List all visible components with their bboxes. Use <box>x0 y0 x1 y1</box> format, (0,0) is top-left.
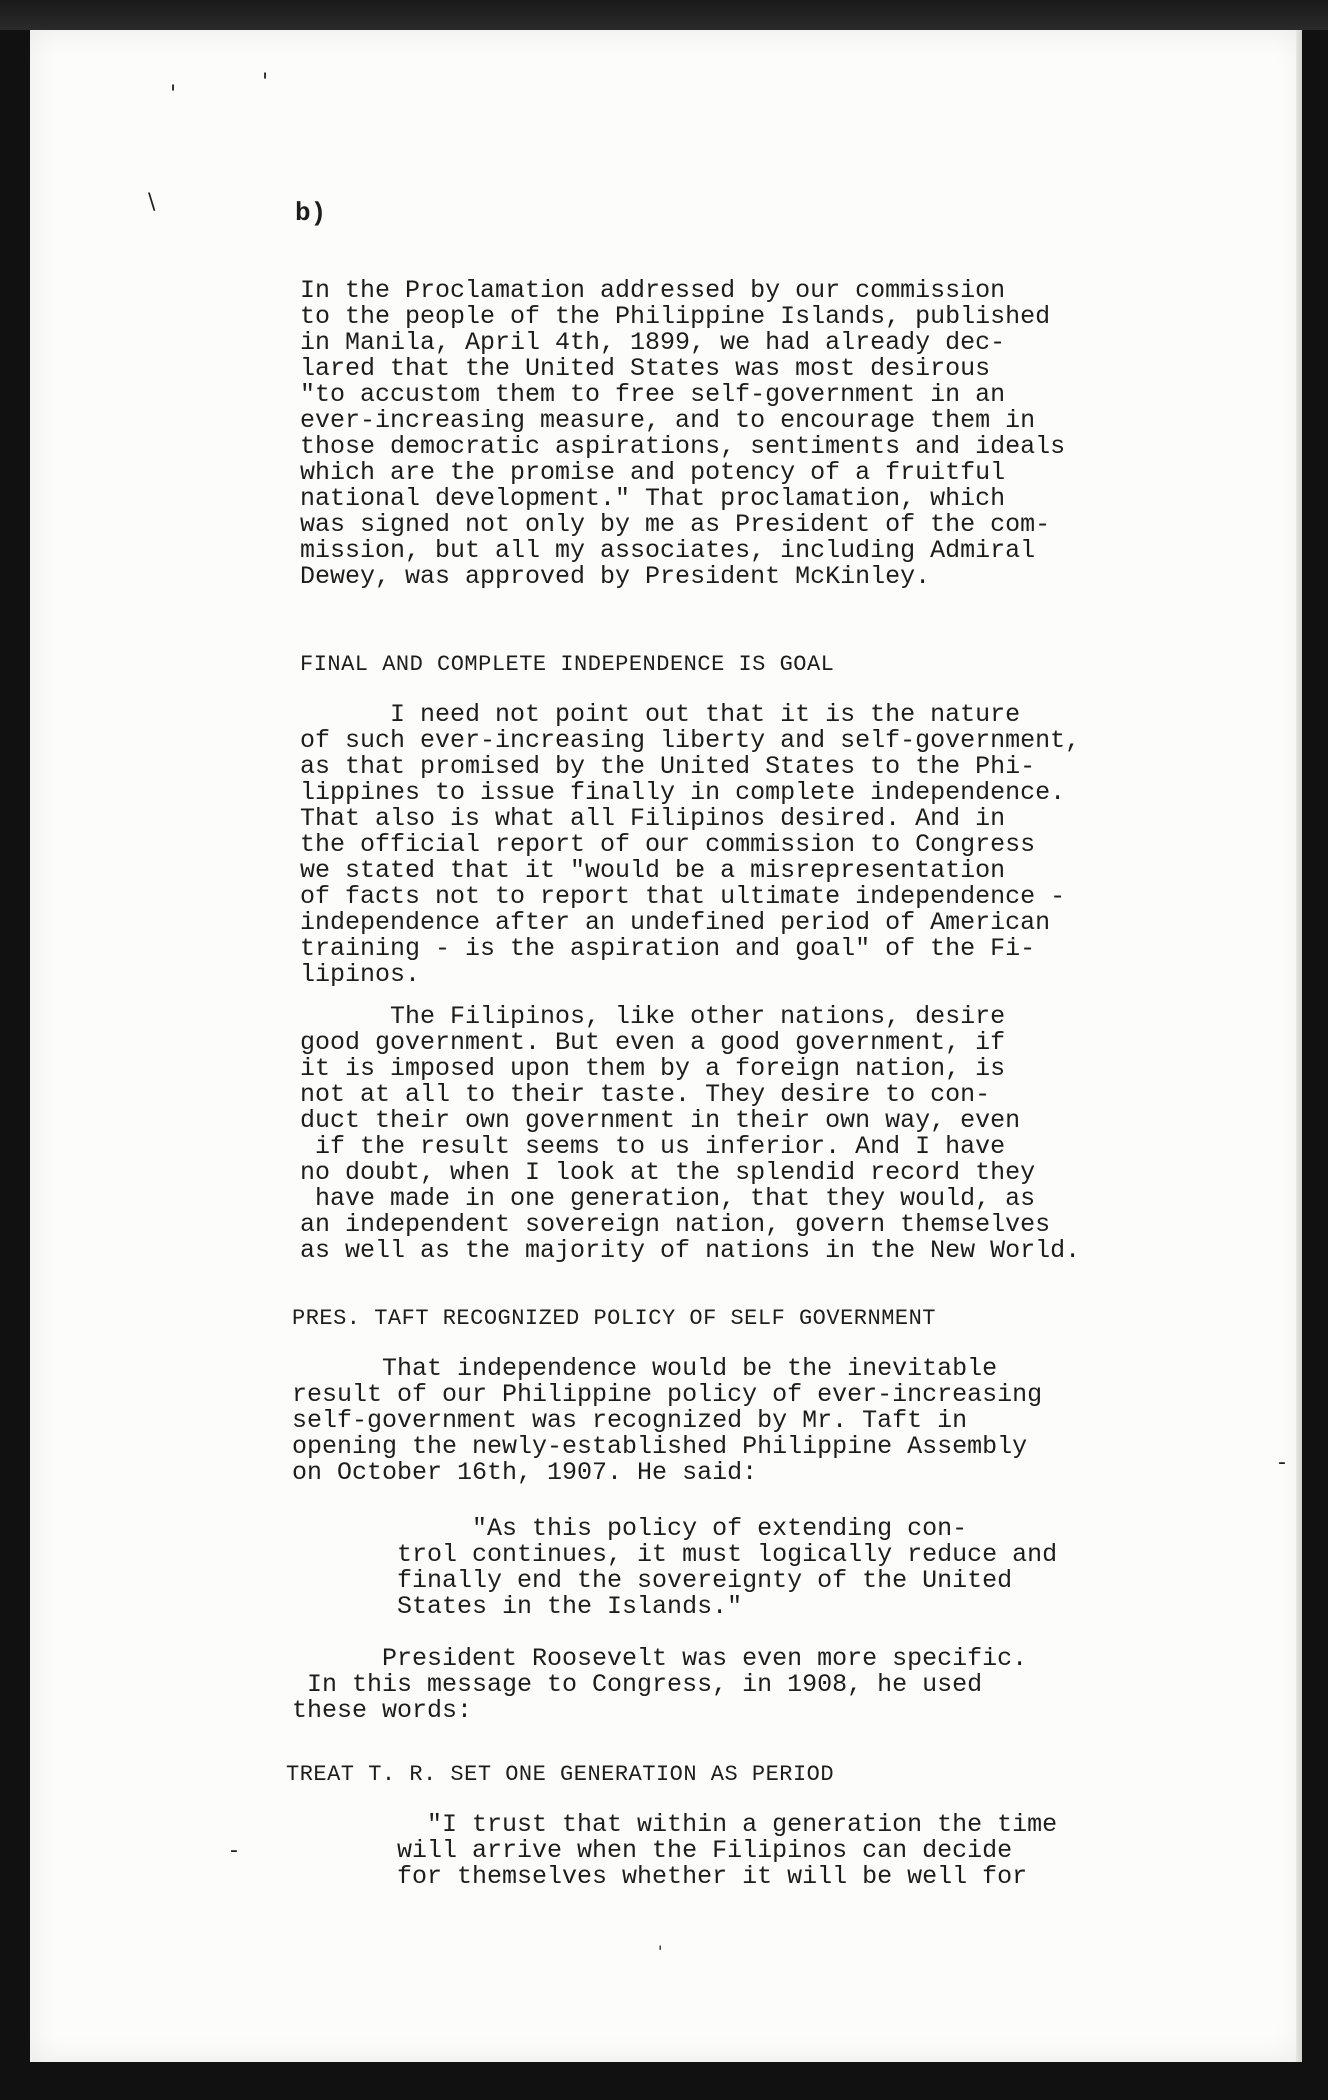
scan-mark: - <box>1278 1450 1286 1475</box>
paragraph-nature-of-liberty: I need not point out that it is the nature of such ever-increasing liberty and self-government, as that promised by the United States to the Phi- lippines to issue finally in complete independence. That also is what all Filipinos desired. And in the official report of our commission to Congress we stated that it "would be a misrepresentation of facts not to report that ultimate independence - independence after an undefined period of American training - is the aspiration and goal" of the Fi- lipinos. <box>300 700 1081 989</box>
heading-roosevelt-generation: TREAT T. R. SET ONE GENERATION AS PERIOD <box>286 1762 835 1787</box>
heading-final-independence: FINAL AND COMPLETE INDEPENDENCE IS GOAL <box>300 652 835 677</box>
scan-mark: ' <box>170 82 177 107</box>
paragraph-filipinos-desire: The Filipinos, like other nations, desire good government. But even a good government, if it is imposed upon them by a foreign nation, is not at all to their taste. They desire to con- duct their own government in their own way, even if the result seems to us inferior. And I have no doubt, when I look at the splendid record they have made in one generation, that they would, as an independent sovereign nation, govern themselves as well as the majority of nations in the New World. <box>300 1002 1081 1265</box>
scan-frame-top <box>0 0 1328 30</box>
scan-mark: \ <box>148 190 156 215</box>
scan-mark: ' <box>262 70 269 95</box>
scan-mark: ' <box>658 1942 663 1961</box>
heading-taft-policy: PRES. TAFT RECOGNIZED POLICY OF SELF GOVERNMENT <box>292 1306 937 1331</box>
quote-roosevelt: "I trust that within a generation the time will arrive when the Filipinos can decide for themselves whether it will be well for <box>397 1810 1058 1891</box>
paragraph-proclamation: In the Proclamation addressed by our commission to the people of the Philippine Islands, published in Manila, April 4th, 1899, we had already dec- lared that the United States was most desirous "to accustom them to free self-government in an ever-increasing measure, and to encourage them in those democratic aspirations, sentiments and ideals which are the promise and potency of a fruitful national development." That proclamation, which was signed not only by me as President of the com- mission, but all my associates, including Admiral Dewey, was approved by President McKinley. <box>300 276 1066 591</box>
scan-mark: - <box>230 1838 238 1863</box>
quote-taft: "As this policy of extending con- trol continues, it must logically reduce and finally end the sovereignty of the United States in the Islands." <box>397 1514 1058 1621</box>
paragraph-taft-assembly: That independence would be the inevitable result of our Philippine policy of ever-increasing self-government was recognized by Mr. Taft in opening the newly-established Philippine Assembly on October 16th, 1907. He said: <box>292 1354 1043 1487</box>
document-page <box>30 30 1302 2062</box>
page-edge <box>1296 30 1302 2062</box>
section-label: b) <box>295 198 327 228</box>
paragraph-roosevelt: President Roosevelt was even more specific. In this message to Congress, in 1908, he used these words: <box>292 1644 1028 1725</box>
